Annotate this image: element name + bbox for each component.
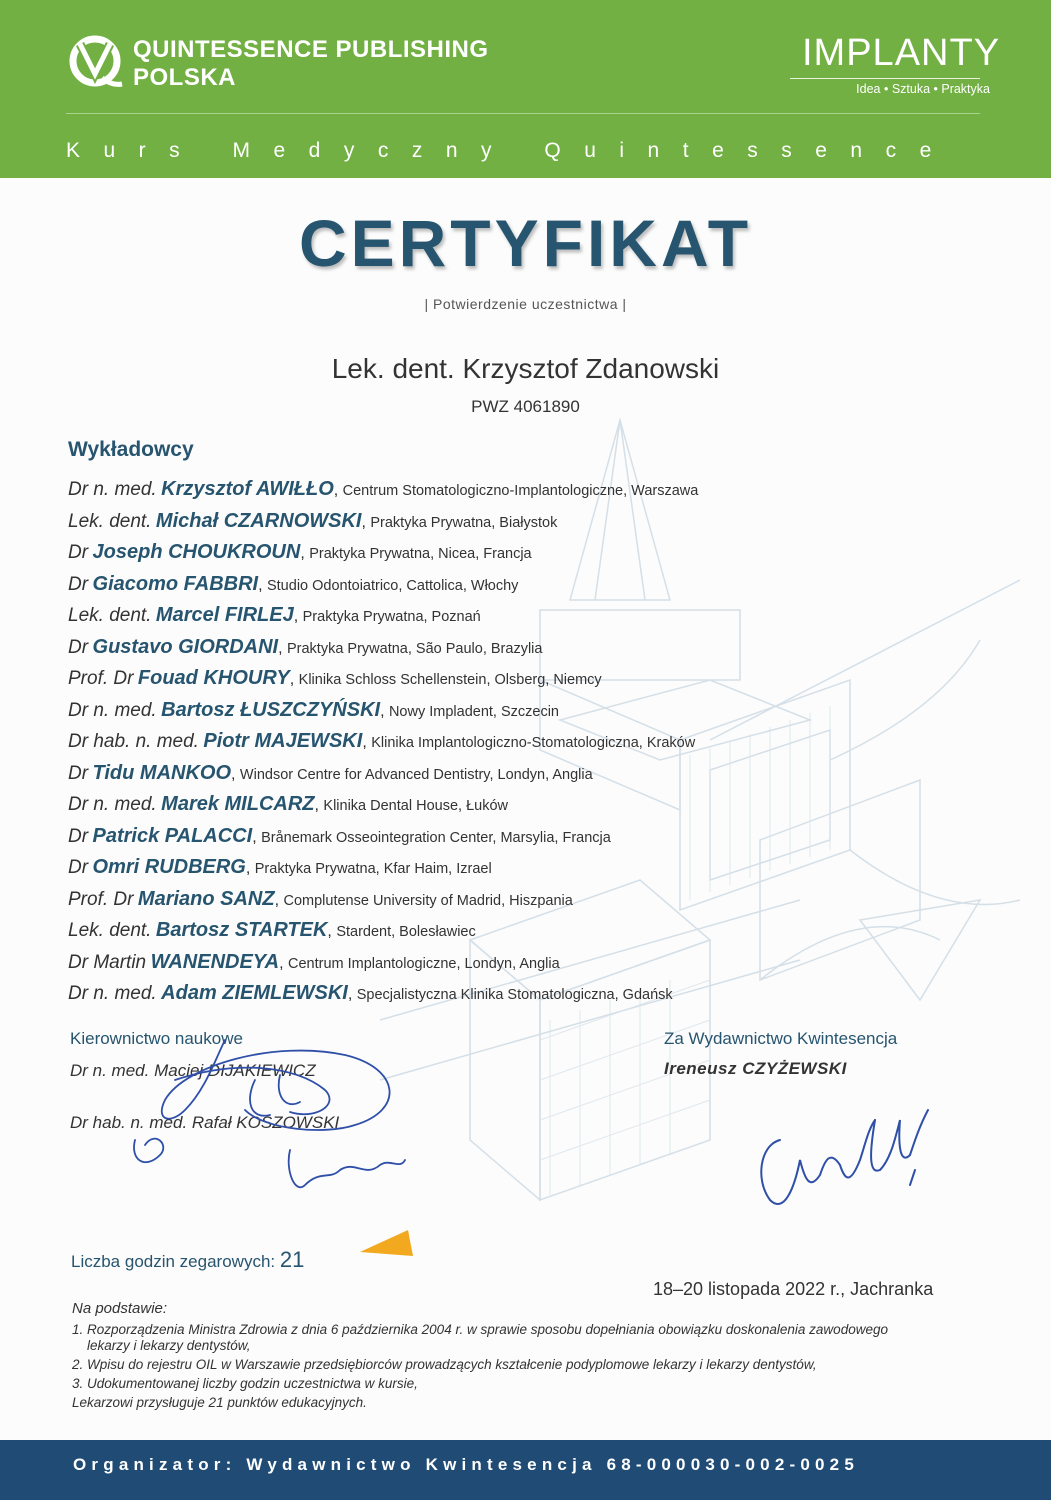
legal-basis-item-1 — [72, 1322, 1002, 1354]
lecturer-row: Dr Joseph CHOUKROUN, Praktyka Prywatna, Nicea, Francja — [68, 541, 532, 563]
lecturer-name: Mariano SANZ — [137, 887, 275, 910]
handwritten-signature-left — [115, 1020, 435, 1210]
lecturer-row: Dr Patrick PALACCI, Brånemark Osseointegration Center, Marsylia, Francja — [68, 824, 611, 847]
scientific-director-2: Dr hab. n. med. Rafał KOSZOWSKI — [70, 1113, 340, 1132]
lecturer-name: Piotr MAJEWSKI — [203, 730, 363, 752]
legal-basis-list — [72, 1322, 1002, 1414]
quintessence-logo-icon — [66, 34, 126, 92]
lecturer-affiliation: Klinika Implantologiczno-Stomatologiczna, Kraków — [371, 735, 696, 751]
lecturer-row: Dr n. med. Marek MILCARZ, Klinika Dental House, Łuków — [68, 793, 508, 815]
legal-basis-item-1-line1: 1. Rozporządzenia Ministra Zdrowia z dnia 6 października 2004 r. w sprawie sposobu dopełniania obowiązku doskonalenia zawodowego — [72, 1322, 888, 1337]
lecturer-title: Dr — [68, 542, 89, 563]
header-divider — [66, 113, 980, 114]
lecturer-name: Omri RUDBERG — [92, 856, 246, 878]
publisher-name-line1: QUINTESSENCE PUBLISHING — [133, 36, 489, 63]
publisher-signatory-heading: Za Wydawnictwo Kwintesencja — [664, 1029, 898, 1048]
legal-basis-item-2: 2. Wpisu do rejestru OIL w Warszawie przedsiębiorców prowadzących kształcenie podyplomowe lekarzy i lekarzy dentystów, — [72, 1357, 817, 1372]
lecturer-affiliation: Studio Odontoiatrico, Cattolica, Włochy — [266, 577, 519, 594]
event-date-location: 18–20 listopada 2022 r., Jachranka — [653, 1279, 934, 1299]
lecturer-row: Dr Omri RUDBERG, Praktyka Prywatna, Kfar Haim, Izrael — [68, 856, 492, 878]
lecturers-list — [68, 474, 1028, 1010]
lecturer-name: Gustavo GIORDANI — [92, 635, 279, 658]
orange-triangle-accent — [358, 1228, 418, 1262]
organizer-info: Organizator: Wydawnictwo Kwintesencja 68-000030-002-0025 — [73, 1455, 859, 1474]
lecturer-name: Bartosz ŁUSZCZYŃSKI — [161, 698, 381, 721]
journal-subtitle: Idea • Sztuka • Praktyka — [856, 82, 990, 96]
scientific-direction-heading: Kierownictwo naukowe — [70, 1029, 243, 1048]
hours-label: Liczba godzin zegarowych: — [71, 1252, 280, 1271]
lecturer-title: Dr n. med. — [68, 983, 157, 1004]
lecturer-title: Dr — [68, 825, 89, 847]
education-points-note: Lekarzowi przysługuje 21 punktów edukacyjnych. — [72, 1395, 367, 1410]
lecturer-name: WANENDEYA — [150, 950, 280, 973]
lecturer-name: Michał CZARNOWSKI — [155, 509, 362, 532]
lecturer-affiliation: Specjalistyczna Klinika Stomatologiczna, Gdańsk — [356, 987, 673, 1003]
lecturer-row: Dr Tidu MANKOO, Windsor Centre for Advanced Dentistry, Londyn, Anglia — [68, 761, 593, 784]
certificate-title: CERTYFIKAT — [298, 206, 753, 280]
lecturer-row: Dr Giacomo FABBRI, Studio Odontoiatrico, Cattolica, Włochy — [68, 572, 519, 595]
journal-title: IMPLANTY — [802, 32, 1001, 74]
legal-basis-item-1-line2: lekarzy i lekarzy dentystów, — [87, 1338, 251, 1353]
lecturer-row: Dr Martin WANENDEYA, Centrum Implantologiczne, Londyn, Anglia — [68, 950, 560, 973]
lecturer-title: Dr — [68, 573, 89, 595]
lecturer-affiliation: Praktyka Prywatna, Nicea, Francja — [309, 546, 532, 562]
lecturer-affiliation: Complutense University of Madrid, Hiszpania — [283, 892, 573, 909]
scientific-director-1: Dr n. med. Maciej DIJAKIEWICZ — [70, 1061, 316, 1080]
lecturer-affiliation: Centrum Stomatologiczno-Implantologiczne, Warszawa — [342, 483, 699, 499]
lecturer-row: Lek. dent. Michał CZARNOWSKI, Praktyka Prywatna, Białystok — [68, 509, 558, 532]
recipient-name: Lek. dent. Krzysztof Zdanowski — [331, 353, 720, 384]
lecturer-title: Prof. Dr — [68, 888, 134, 910]
lecturer-title: Dr n. med. — [68, 794, 157, 815]
certificate-subtitle: | Potwierdzenie uczestnictwa | — [424, 296, 627, 312]
lecturer-affiliation: Klinika Dental House, Łuków — [323, 798, 508, 814]
lecturer-row: Prof. Dr Mariano SANZ, Complutense University of Madrid, Hiszpania — [68, 887, 573, 910]
lecturer-name: Marek MILCARZ — [161, 793, 315, 815]
lecturer-title: Dr n. med. — [68, 699, 157, 721]
lecturer-name: Fouad KHOURY — [137, 667, 290, 689]
lecturer-row: Prof. Dr Fouad KHOURY, Klinika Schloss Schellenstein, Olsberg, Niemcy — [68, 667, 602, 689]
lecturer-title: Lek. dent. — [68, 920, 152, 941]
lecturer-title: Dr hab. n. med. — [68, 731, 199, 752]
hours-value: 21 — [279, 1247, 305, 1272]
lecturer-affiliation: Centrum Implantologiczne, Londyn, Anglia — [288, 955, 560, 972]
lecturer-name: Patrick PALACCI — [92, 824, 253, 847]
lecturer-name: Krzysztof AWIŁŁO — [161, 478, 334, 500]
lecturer-name: Adam ZIEMLEWSKI — [161, 982, 348, 1004]
lecturer-row: Dr n. med. Bartosz ŁUSZCZYŃSKI, Nowy Impladent, Szczecin — [68, 698, 559, 721]
lecturer-row: Dr n. med. Krzysztof AWIŁŁO, Centrum Stomatologiczno-Implantologiczne, Warszawa — [68, 478, 699, 500]
lecturer-affiliation: Klinika Schloss Schellenstein, Olsberg, Niemcy — [298, 672, 602, 688]
lecturer-row: Lek. dent. Marcel FIRLEJ, Praktyka Prywatna, Poznań — [68, 604, 481, 626]
lecturer-affiliation: Nowy Impladent, Szczecin — [388, 703, 559, 720]
lecturer-title: Dr — [68, 762, 89, 784]
handwritten-signature-right — [750, 1090, 930, 1220]
lecturer-name: Tidu MANKOO — [92, 761, 232, 784]
legal-basis-heading: Na podstawie: — [72, 1300, 168, 1317]
lecturer-affiliation: Windsor Centre for Advanced Dentistry, Londyn, Anglia — [239, 766, 593, 783]
lecturer-affiliation: Praktyka Prywatna, Kfar Haim, Izrael — [254, 861, 492, 877]
lecturer-affiliation: Praktyka Prywatna, Białystok — [370, 514, 558, 531]
lecturer-name: Marcel FIRLEJ — [155, 604, 294, 626]
course-name: Kurs Medyczny Quintessence — [66, 139, 955, 162]
publisher-signatory-name: Ireneusz CZYŻEWSKI — [664, 1059, 847, 1078]
recipient-license-number: PWZ 4061890 — [471, 397, 580, 416]
publisher-name-line2: POLSKA — [133, 64, 237, 91]
lecturer-name: Giacomo FABBRI — [92, 572, 259, 595]
lecturer-title: Lek. dent. — [68, 605, 152, 626]
lecturer-title: Dr Martin — [68, 951, 147, 973]
lecturer-row: Dr hab. n. med. Piotr MAJEWSKI, Klinika Implantologiczno-Stomatologiczna, Kraków — [68, 730, 696, 752]
lecturer-title: Dr — [68, 857, 89, 878]
lecturer-title: Prof. Dr — [68, 668, 134, 689]
lecturer-affiliation: Stardent, Bolesławiec — [336, 924, 476, 940]
lecturer-affiliation: Brånemark Osseointegration Center, Marsylia, Francja — [261, 829, 611, 846]
lecturer-title: Dr n. med. — [68, 479, 157, 500]
lecturer-affiliation: Praktyka Prywatna, São Paulo, Brazylia — [286, 640, 543, 657]
hours-line — [71, 1247, 304, 1273]
lecturer-row: Dr Gustavo GIORDANI, Praktyka Prywatna, São Paulo, Brazylia — [68, 635, 543, 658]
journal-divider — [790, 78, 980, 79]
lecturer-row: Lek. dent. Bartosz STARTEK, Stardent, Bolesławiec — [68, 919, 476, 941]
legal-basis-item-3: 3. Udokumentowanej liczby godzin uczestnictwa w kursie, — [72, 1376, 418, 1391]
lecturer-row: Dr n. med. Adam ZIEMLEWSKI, Specjalistyczna Klinika Stomatologiczna, Gdańsk — [68, 982, 673, 1004]
lecturer-affiliation: Praktyka Prywatna, Poznań — [302, 609, 481, 625]
lecturers-heading: Wykładowcy — [68, 438, 194, 461]
lecturer-title: Lek. dent. — [68, 510, 152, 532]
lecturer-name: Joseph CHOUKROUN — [92, 541, 301, 563]
lecturer-title: Dr — [68, 636, 89, 658]
lecturer-name: Bartosz STARTEK — [155, 919, 328, 941]
